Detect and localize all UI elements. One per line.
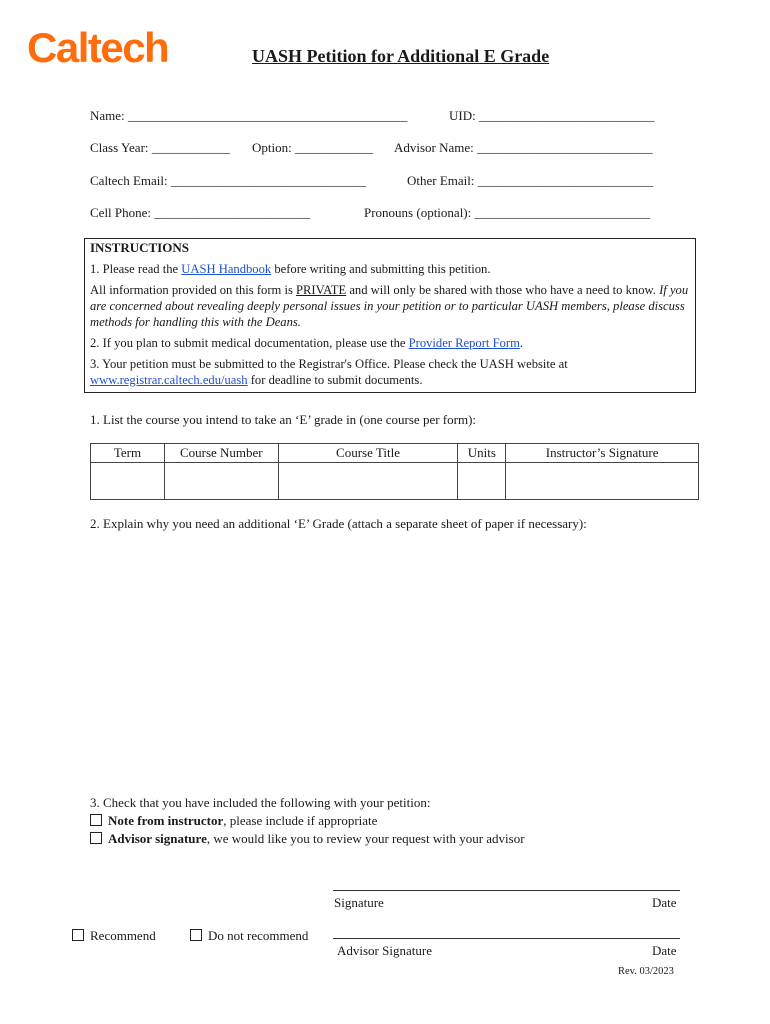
section-1-prompt: 1. List the course you intend to take an ‘E’ grade in (one course per form): [90,412,477,427]
provider-report-form-link[interactable]: Provider Report Form [408,336,520,350]
uid-field[interactable]: UID: ___________________________ [449,108,655,123]
checklist-text: , please include if appropriate [223,813,378,828]
instruction-item-2 [90,335,690,351]
do-not-recommend-option[interactable] [190,928,308,944]
instructions-heading: INSTRUCTIONS [90,240,189,255]
option-field[interactable]: Option: ____________ [252,140,373,155]
checklist-bold: Note from instructor [108,813,224,828]
course-number-cell[interactable] [164,463,278,500]
advisor-date-label: Date [652,943,677,958]
caltech-email-field[interactable]: Caltech Email: ______________________________ [90,173,366,188]
caltech-logo: Caltech [27,24,169,71]
instruction-text: 3. Your petition must be submitted to the Registrar's Office. Please check the UASH website at [90,357,568,371]
instruction-text: All information provided on this form is [90,283,297,297]
recommend-label: Recommend [90,928,156,943]
checklist-item-instructor-note[interactable] [90,813,377,829]
signature-line[interactable] [333,890,680,891]
signature-label: Signature [334,895,384,910]
table-row [91,463,699,500]
page-title: UASH Petition for Additional E Grade [252,46,550,66]
column-header-term: Term [91,444,165,463]
do-not-recommend-checkbox-icon[interactable] [190,929,202,941]
course-table [90,443,699,500]
checkbox-icon[interactable] [90,832,102,844]
instruction-text: and will only be shared with those who have a need to know. [346,283,660,297]
checklist-item-advisor-signature[interactable] [90,831,525,847]
revision-note: Rev. 03/2023 [618,966,674,977]
column-header-course-number: Course Number [164,444,278,463]
instructions-content [90,240,690,393]
column-header-instructor-signature: Instructor’s Signature [506,444,699,463]
do-not-recommend-label: Do not recommend [208,928,309,943]
instruction-text: before writing and submitting this petition. [271,262,491,276]
explanation-area[interactable] [90,540,700,785]
column-header-course-title: Course Title [278,444,458,463]
section-2-prompt: 2. Explain why you need an additional ‘E’ Grade (attach a separate sheet of paper if necessary): [90,516,587,531]
term-cell[interactable] [91,463,165,500]
advisor-name-field[interactable]: Advisor Name: ___________________________ [394,140,653,155]
advisor-signature-label: Advisor Signature [337,943,432,958]
name-field[interactable]: Name: ___________________________________________ [90,108,408,123]
course-title-cell[interactable] [278,463,458,500]
units-cell[interactable] [458,463,506,500]
privacy-italic-note: If you are concerned about revealing deeply personal issues in your petition or to particular UASH members, please discuss methods for handling this with the Deans. [90,283,689,329]
recommend-checkbox-icon[interactable] [72,929,84,941]
private-word: PRIVATE [296,283,347,297]
checklist-bold: Advisor signature [108,831,207,846]
instruction-text: for deadline to submit documents. [247,373,423,387]
uash-handbook-link[interactable]: UASH Handbook [181,262,272,276]
advisor-signature-line[interactable] [333,938,680,939]
instruction-item-1 [90,261,690,277]
instructor-signature-cell[interactable] [506,463,699,500]
checkbox-icon[interactable] [90,814,102,826]
instruction-item-3 [90,356,690,388]
instruction-text: 2. If you plan to submit medical documentation, please use the [90,336,409,350]
recommend-option[interactable] [72,928,156,944]
other-email-field[interactable]: Other Email: ___________________________ [407,173,654,188]
pronouns-field[interactable]: Pronouns (optional): ___________________________ [364,205,650,220]
cell-phone-field[interactable]: Cell Phone: ________________________ [90,205,311,220]
table-header-row [91,444,699,463]
section-3-prompt: 3. Check that you have included the following with your petition: [90,795,431,810]
checklist-text: , we would like you to review your request with your advisor [206,831,525,846]
registrar-website-link[interactable]: www.registrar.caltech.edu/uash [90,373,248,387]
class-year-field[interactable]: Class Year: ____________ [90,140,230,155]
column-header-units: Units [458,444,506,463]
instruction-text: 1. Please read the [90,262,182,276]
instruction-text: . [519,336,524,350]
date-label: Date [652,895,677,910]
privacy-notice [90,282,690,330]
